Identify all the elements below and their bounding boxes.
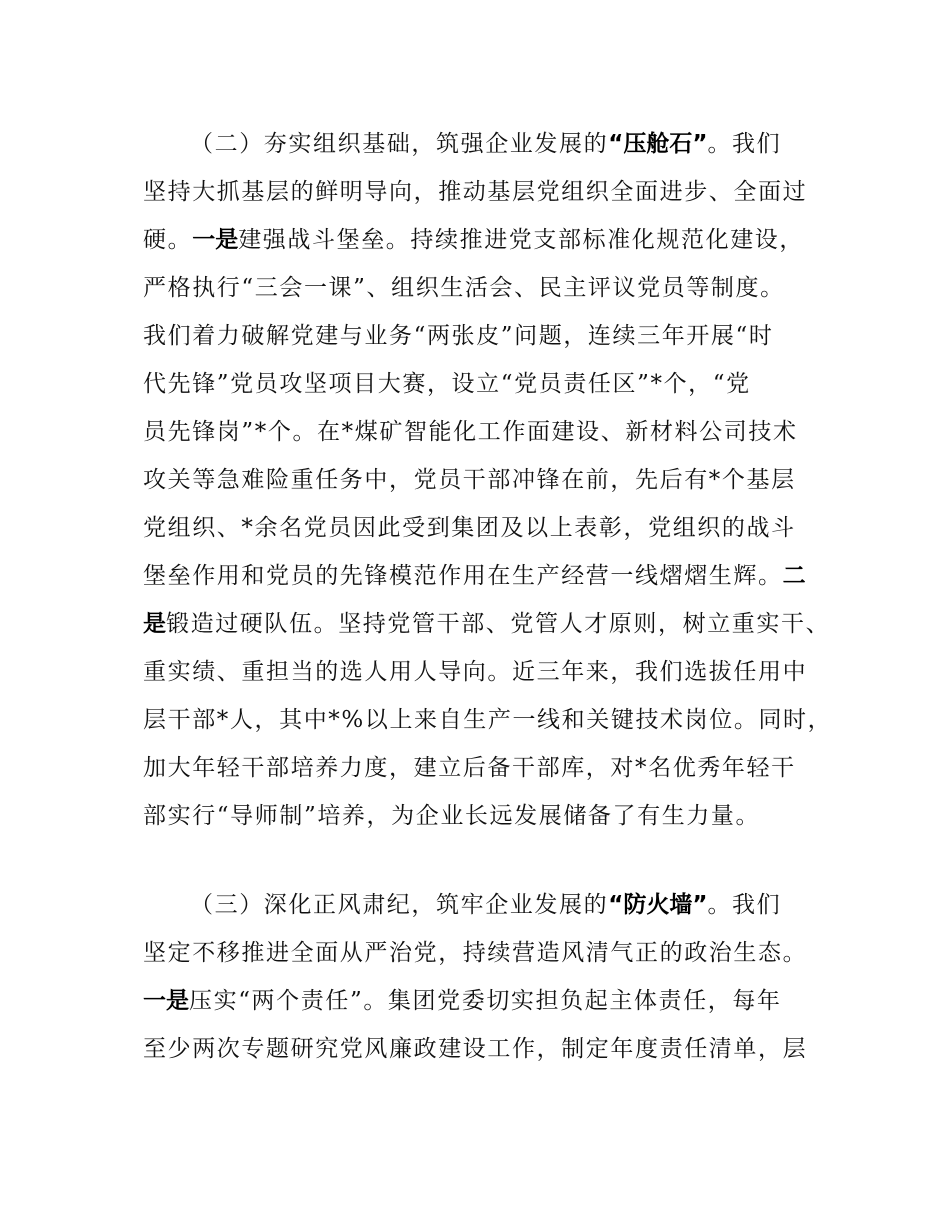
text-run: 坚持大抓基层的鲜明导向，推动基层党组织全面进步、全面过 — [143, 179, 808, 205]
text-run: 加大年轻干部培养力度，建立后备干部库，对*名优秀年轻干 — [143, 755, 796, 781]
text-run: 党组织、*余名党员因此受到集团及以上表彰，党组织的战斗 — [143, 515, 796, 541]
bold-term: 是 — [143, 611, 166, 637]
text-line — [143, 1029, 807, 1069]
text-run: 堡垒作用和党员的先锋模范作用在生产经营一线熠熠生辉。 — [143, 563, 783, 589]
text-run: 坚定不移推进全面从严治党，持续营造风清气正的政治生态。 — [143, 940, 808, 966]
text-run: 。我们 — [707, 131, 782, 157]
bold-term: 一是 — [192, 227, 239, 253]
text-line — [143, 652, 807, 692]
bold-term: “防火墙” — [608, 892, 708, 918]
text-run: 部实行“导师制”培养，为企业长远发展储备了有生力量。 — [143, 803, 761, 829]
text-run: 我们着力破解党建与业务“两张皮”问题，连续三年开展“时 — [143, 323, 774, 349]
text-run: 硬。 — [143, 227, 193, 253]
text-line — [143, 981, 782, 1021]
text-line — [143, 748, 796, 788]
text-line — [143, 412, 798, 452]
bold-term: 二 — [782, 563, 806, 589]
text-run: 重实绩、重担当的选人用人导向。近三年来，我们选拔任用中 — [143, 659, 808, 685]
text-line — [143, 316, 773, 356]
text-run: 。我们 — [707, 892, 782, 918]
text-line — [143, 268, 785, 308]
text-line — [143, 556, 806, 596]
text-run: 压实“两个责任”。集团党委切实担负起主体责任，每年 — [189, 988, 782, 1014]
text-run: 代先锋”党员攻坚项目大赛，设立“党员责任区”*个，“党 — [143, 371, 751, 397]
text-line — [190, 885, 781, 925]
text-line — [190, 124, 781, 164]
text-line — [143, 700, 832, 740]
text-run: 层干部*人，其中*%以上来自生产一线和关键技术岗位。同时， — [143, 707, 833, 733]
bold-term: “压舱石” — [608, 131, 708, 157]
text-run: 攻关等急难险重任务中，党员干部冲锋在前，先后有*个基层 — [143, 467, 796, 493]
text-run: 至少两次专题研究党风廉政建设工作，制定年度责任清单，层 — [143, 1036, 808, 1062]
text-line — [143, 796, 760, 836]
text-line — [143, 460, 796, 500]
text-line — [143, 364, 751, 404]
text-run: 严格执行“三会一课”、组织生活会、民主评议党员等制度。 — [143, 275, 785, 301]
text-line — [143, 172, 807, 212]
bold-term: 一是 — [143, 988, 189, 1014]
text-line — [143, 508, 796, 548]
text-run: 锻造过硬队伍。坚持党管干部、党管人才原则，树立重实干、 — [166, 611, 831, 637]
text-run: 员先锋岗”*个。在*煤矿智能化工作面建设、新材料公司技术 — [143, 419, 798, 445]
text-line — [143, 220, 804, 260]
text-run: （三）深化正风肃纪，筑牢企业发展的 — [190, 892, 609, 918]
text-run: 建强战斗堡垒。持续推进党支部标准化规范化建设， — [238, 227, 805, 253]
text-run: （二）夯实组织基础，筑强企业发展的 — [190, 131, 609, 157]
text-line — [143, 604, 830, 644]
text-line — [143, 933, 807, 973]
